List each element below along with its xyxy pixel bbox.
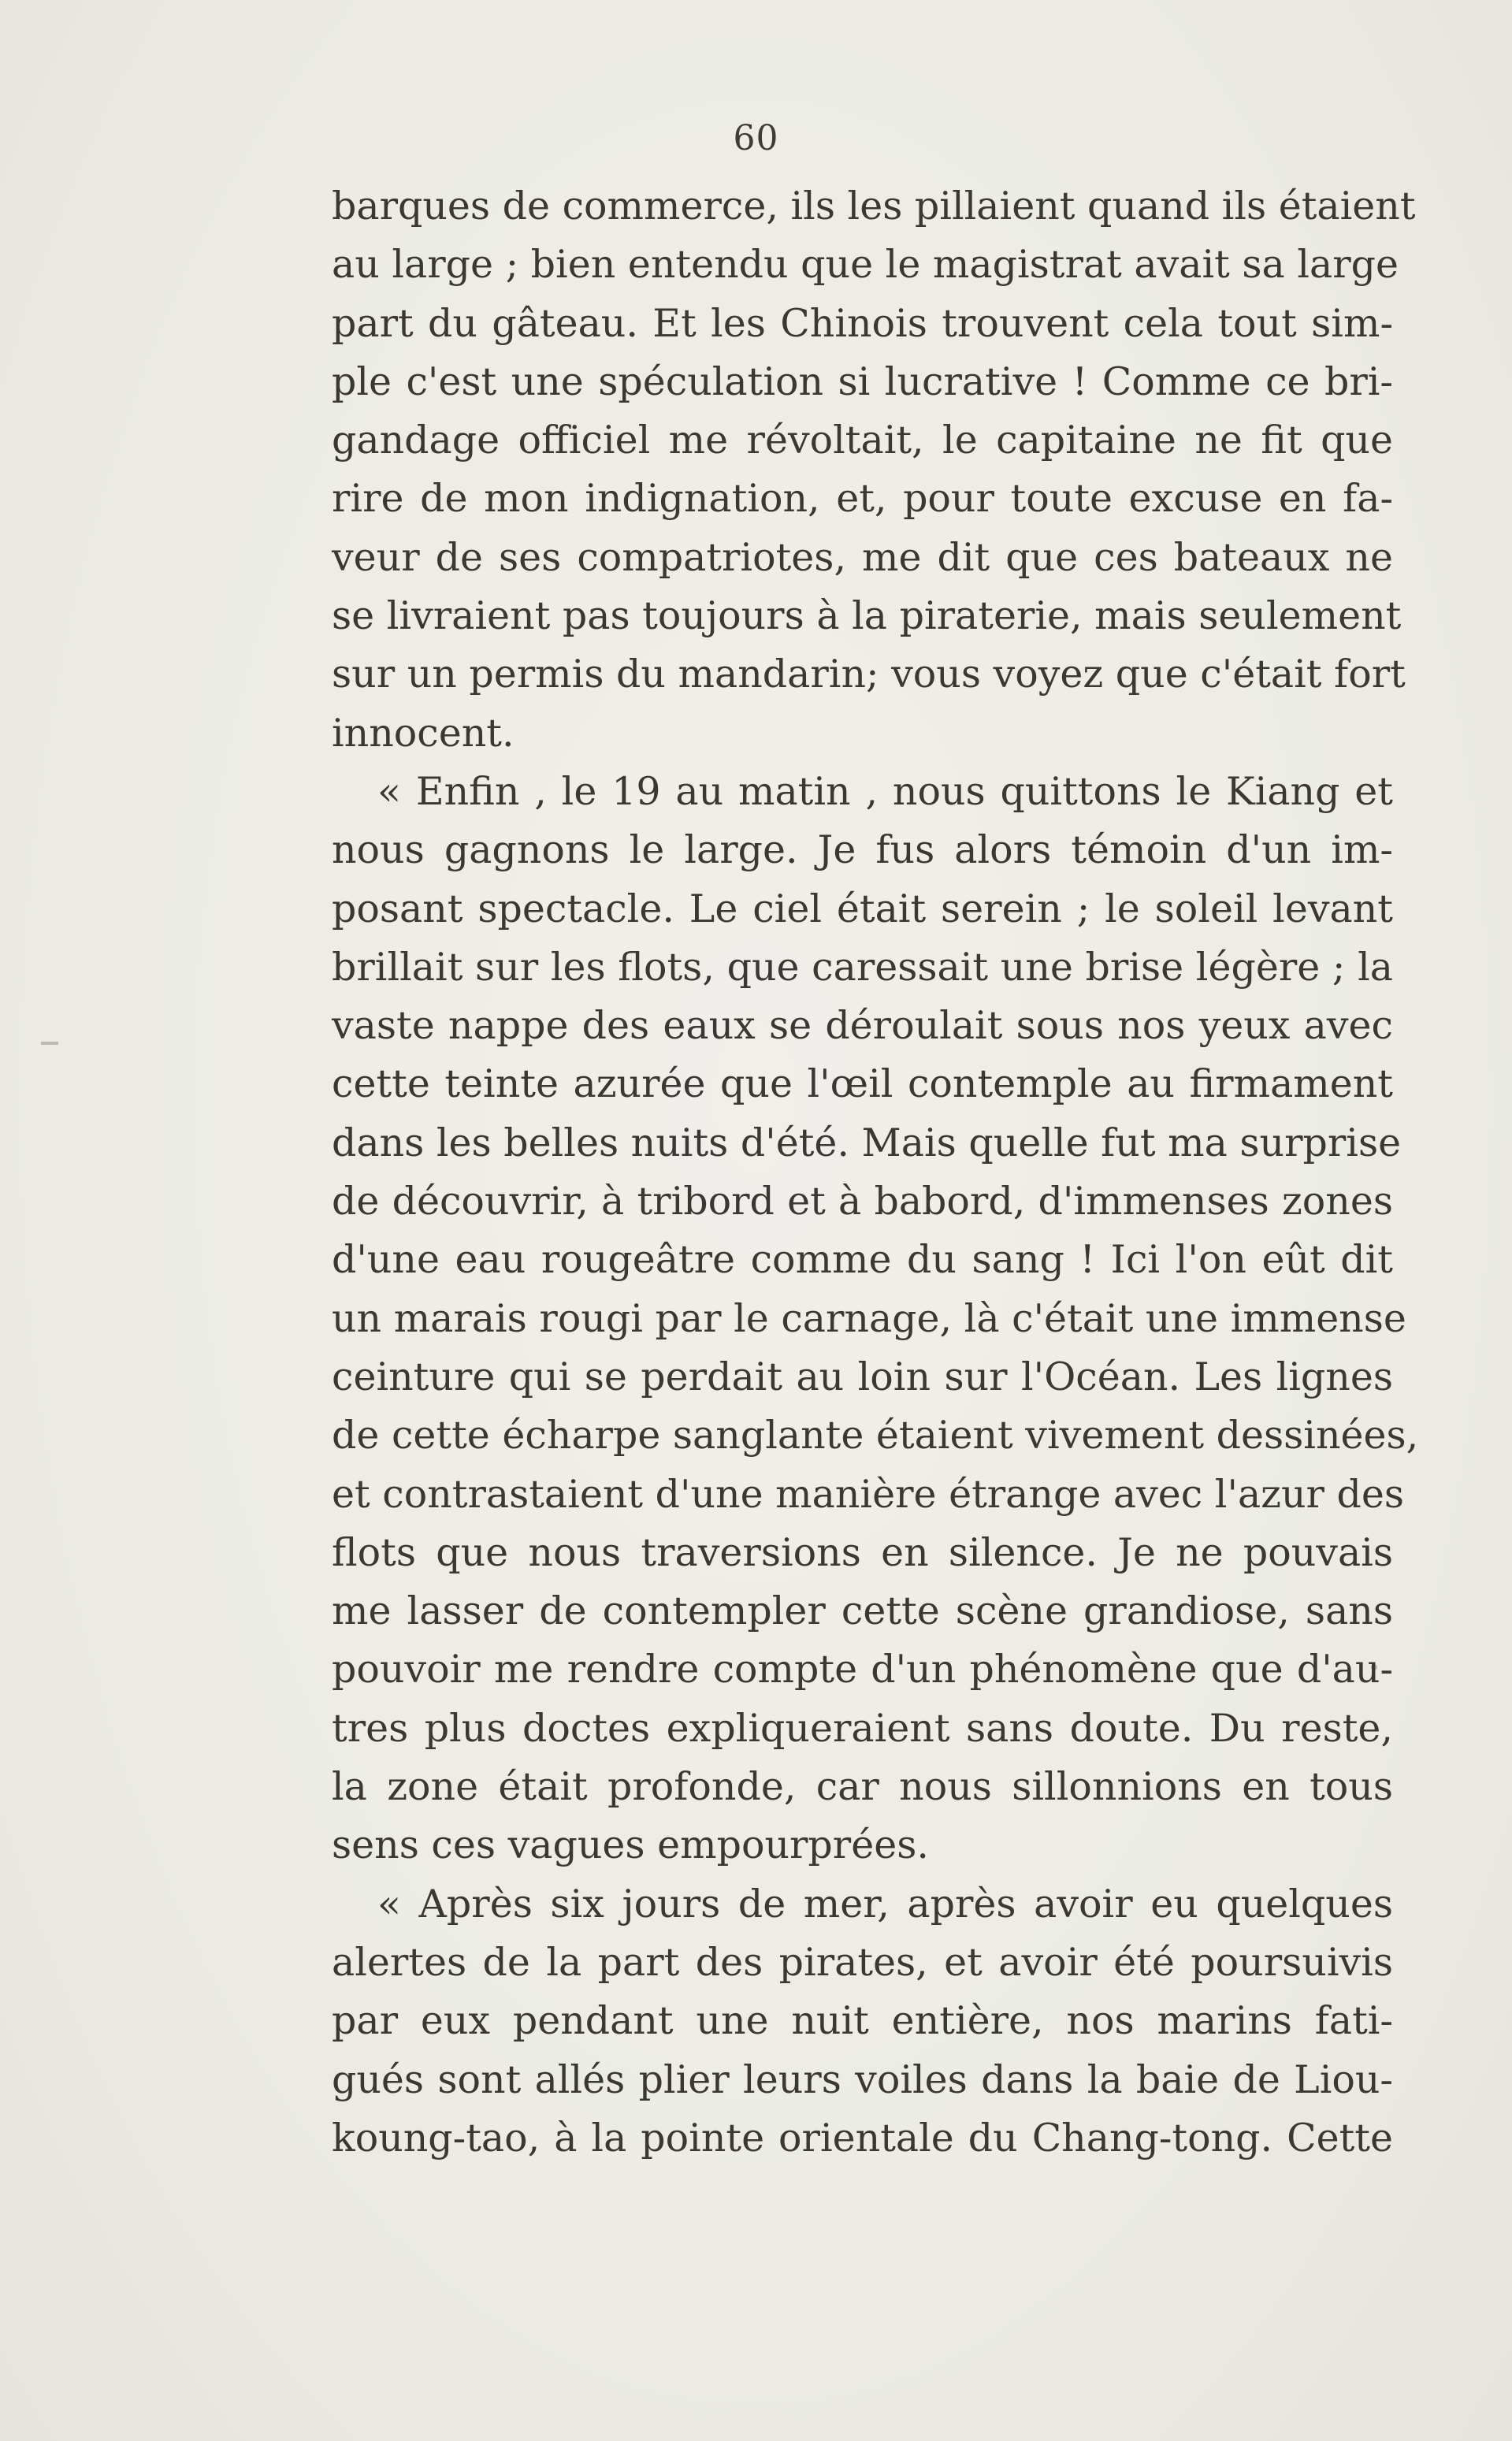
page-number: 60	[733, 118, 779, 158]
text-line: sens ces vagues empourprées.	[332, 1822, 929, 1868]
text-line: vaste nappe des eaux se déroulait sous nos yeux avec	[332, 1003, 1393, 1049]
text-line: barques de commerce, ils les pillaient quand ils étaient	[332, 184, 1416, 228]
text-line: d'une eau rougeâtre comme du sang ! Ici l'on eût dit	[332, 1237, 1393, 1283]
text-line: gandage officiel me révoltait, le capitaine ne fit que	[332, 418, 1393, 463]
text-line: se livraient pas toujours à la piraterie, mais seulement	[332, 593, 1402, 639]
text-line: tres plus doctes expliqueraient sans doute. Du reste,	[332, 1705, 1393, 1751]
text-line: et contrastaient d'une manière étrange avec l'azur des	[332, 1471, 1405, 1517]
text-line: la zone était profonde, car nous sillonnions en tous	[332, 1764, 1393, 1810]
text-line: koung-tao, à la pointe orientale du Chang-tong. Cette	[332, 2115, 1393, 2160]
text-line: part du gâteau. Et les Chinois trouvent cela tout sim-	[332, 300, 1393, 346]
text-line: ple c'est une spéculation si lucrative ! Comme ce bri-	[332, 359, 1393, 404]
text-line: ceinture qui se perdait au loin sur l'Océan. Les lignes	[332, 1354, 1393, 1399]
text-line: un marais rougi par le carnage, là c'était une immense	[332, 1295, 1406, 1341]
text-line: de cette écharpe sanglante étaient vivement dessinées,	[332, 1413, 1419, 1458]
text-line: sur un permis du mandarin; vous voyez que c'était fort	[332, 652, 1406, 697]
text-line: dans les belles nuits d'été. Mais quelle fut ma surprise	[332, 1120, 1402, 1165]
text-line: brillait sur les flots, que caressait une brise légère ; la	[332, 944, 1393, 990]
body-text	[332, 177, 1419, 2168]
paragraph-start-line: « Enfin , le 19 au matin , nous quittons le Kiang et	[377, 768, 1393, 814]
text-line: innocent.	[332, 710, 515, 756]
paragraph-start-line: « Après six jours de mer, après avoir eu quelques	[377, 1881, 1393, 1926]
margin-mark	[41, 1042, 58, 1045]
text-line: posant spectacle. Le ciel était serein ; le soleil levant	[332, 886, 1393, 931]
text-line: rire de mon indignation, et, pour toute excuse en fa-	[332, 476, 1393, 522]
text-line: pouvoir me rendre compte d'un phénomène que d'au-	[332, 1647, 1393, 1692]
text-line: flots que nous traversions en silence. Je ne pouvais	[332, 1529, 1393, 1575]
text-line: nous gagnons le large. Je fus alors témoin d'un im-	[332, 827, 1393, 873]
text-line: cette teinte azurée que l'œil contemple au firmament	[332, 1061, 1393, 1107]
text-line: veur de ses compatriotes, me dit que ces bateaux ne	[332, 534, 1393, 580]
text-line: par eux pendant une nuit entière, nos marins fati-	[332, 1998, 1393, 2044]
text-line: au large ; bien entendu que le magistrat avait sa large	[332, 242, 1399, 288]
text-line: gués sont allés plier leurs voiles dans la baie de Liou-	[332, 2056, 1393, 2102]
text-line: me lasser de contempler cette scène grandiose, sans	[332, 1588, 1393, 1634]
text-line: de découvrir, à tribord et à babord, d'immenses zones	[332, 1179, 1393, 1224]
text-line: alertes de la part des pirates, et avoir été poursuivis	[332, 1939, 1393, 1985]
